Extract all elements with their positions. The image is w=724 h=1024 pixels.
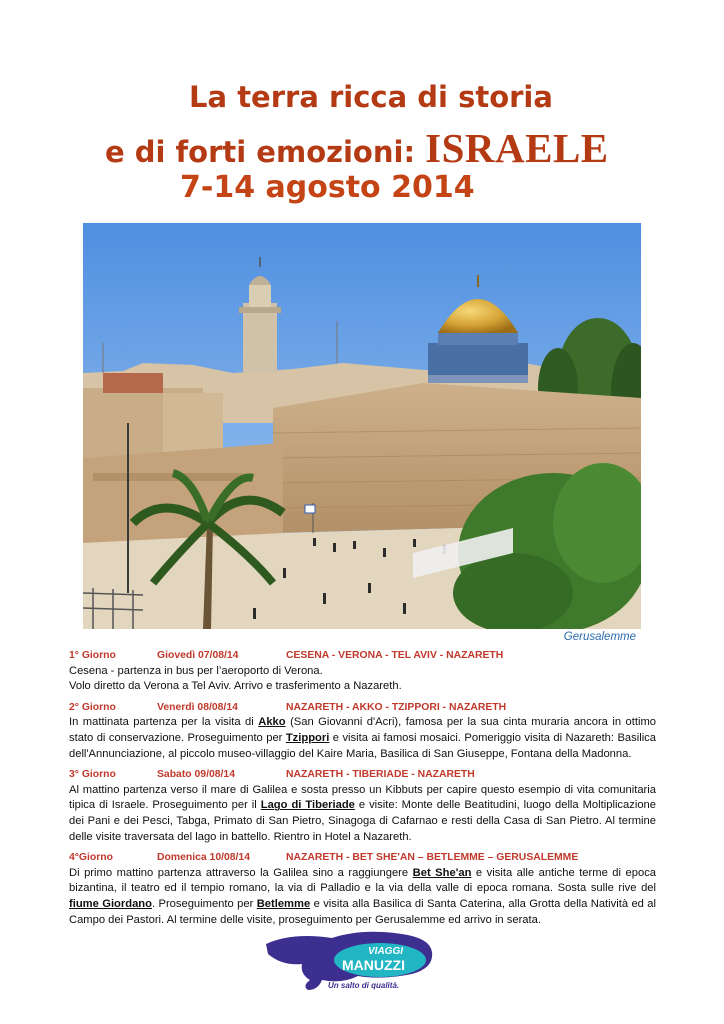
text: Al mattino partenza verso il mare di Galilea e sosta presso un Kibbuts per capire questo esempio di vita comunitaria tipica di Israele. Proseguimento per il (69, 783, 656, 812)
jerusalem-photo (83, 223, 641, 629)
day-line: Volo diretto da Verona a Tel Aviv. Arrivo e trasferimento a Nazareth. (69, 680, 402, 693)
day-date: Domenica 10/08/14 (157, 852, 250, 864)
day-date: Sabato 09/08/14 (157, 769, 235, 781)
place-bet-shean: Bet She'an (412, 866, 472, 879)
day-header (69, 767, 656, 783)
place-tzippori: Tzippori (285, 731, 330, 744)
place-betlemme: Betlemme (256, 897, 311, 910)
logo-tagline: Un salto di qualità. (328, 981, 400, 990)
text: e visita alla Basilica di Santa Caterina, alla Grotta della Natività ed al Campo dei Pastori. Al termine delle visite, proseguimento per Gerusalemme ed arrivo in serata. (69, 897, 656, 926)
text: . Proseguimento per (151, 897, 257, 910)
day-number: 2° Giorno (69, 701, 116, 713)
day-number: 3° Giorno (69, 769, 116, 781)
title-country: ISRAELE (425, 125, 609, 171)
day-description (69, 866, 656, 928)
photo-caption: Gerusalemme (563, 631, 636, 643)
day-number: 4°Giorno (69, 852, 113, 864)
logo-word-manuzzi: MANUZZI (342, 957, 405, 973)
day-description (69, 664, 656, 695)
place-fiume-giordano: fiume Giordano (69, 897, 152, 910)
day-header (69, 700, 656, 716)
text: e visita ai famosi mosaici. Pomeriggio visita di Nazareth: Basilica dell'Annunciazione, al piccolo museo-villaggio del Kaire Maria, Basilica di San Giuseppe, Fontana della Madonna. (69, 731, 656, 760)
day-route: NAZARETH - BET SHE'AN – BETLEMME – GERUSALEMME (286, 852, 579, 864)
day-3 (69, 767, 656, 845)
title-line-2-prefix: e di forti emozioni: (105, 135, 426, 169)
day-route: NAZARETH - AKKO - TZIPPORI - NAZARETH (286, 701, 507, 713)
day-1 (69, 648, 656, 695)
text: In mattinata partenza per la visita di (69, 716, 259, 729)
day-description (69, 715, 656, 762)
title-dates: 7-14 agosto 2014 (180, 170, 475, 205)
day-date: Giovedì 07/08/14 (157, 650, 239, 661)
day-route: CESENA - VERONA - TEL AVIV - NAZARETH (286, 650, 504, 661)
title-line-2 (105, 124, 609, 172)
title-line-1: La terra ricca di storia (189, 80, 553, 114)
day-2 (69, 700, 656, 762)
day-route: NAZARETH - TIBERIADE - NAZARETH (286, 769, 475, 781)
day-number: 1° Giorno (69, 650, 116, 661)
place-akko: Akko (258, 716, 286, 729)
viaggi-manuzzi-logo (262, 924, 438, 994)
day-date: Venerdì 08/08/14 (157, 701, 238, 713)
day-line: Cesena - partenza in bus per l’aeroporto di Verona. (69, 664, 323, 677)
day-header (69, 648, 656, 664)
text: e visita alle antiche terme di epoca bizantina, il teatro ed il tempio romano, la via di Palladio e la via della valle di epoca romana. Sosta sulle rive del (69, 866, 657, 895)
text: Di primo mattino partenza attraverso la Galilea sino a raggiungere (69, 866, 413, 879)
day-description (69, 783, 656, 845)
day-4 (69, 850, 656, 928)
place-lago-di-tiberiade: Lago di Tiberiade (260, 799, 355, 812)
text: (San Giovanni d'Acri), famosa per la sua cinta muraria ancora in ottimo stato di conservazione. Proseguimento per (69, 716, 657, 744)
itinerary (69, 648, 656, 933)
text: e visite: Monte delle Beatitudini, luogo della Moltiplicazione dei Pani e dei Pesci, Tabga, Primato di San Pietro, Sinagoga di Cafarnao e resti della Casa di San Pietro. Al termine delle visite traversata del lago in battello. Rientro in Hotel a Nazareth. (69, 799, 656, 843)
logo-word-viaggi: VIAGGI (368, 946, 404, 957)
day-header (69, 850, 656, 866)
